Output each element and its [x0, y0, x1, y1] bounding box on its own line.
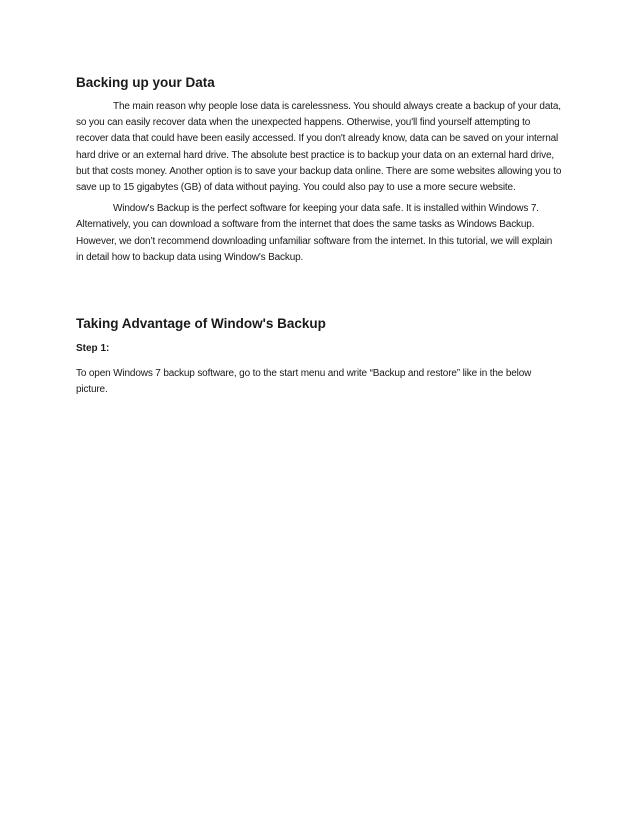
step-label: Step 1:	[76, 343, 110, 355]
paragraph-windows-backup: Window's Backup is the perfect software for keeping your data safe. It is installed within Windows 7. Alternatively, you can download a software from the internet that does the same tasks as Windows Backup. However, we don’t recommend downloading unfamiliar software from the internet. In this tutorial, we will explain in detail how to backup data using Window's Backup.	[76, 203, 553, 263]
section-heading-windows-backup: Taking Advantage of Window's Backup	[76, 316, 326, 332]
document-body	[76, 74, 562, 398]
section-heading-backing-up: Backing up your Data	[76, 75, 215, 90]
paragraph-step-1: To open Windows 7 backup software, go to the start menu and write “Backup and restore” like in the below picture.	[76, 368, 532, 396]
paragraph-backup-intro: The main reason why people lose data is carelessness. You should always create a backup of your data, so you can easily recover data when the unexpected happens. Otherwise, you'll find yourself attempting to recover data that could have been easily accessed. If you don't already know, data can be saved on your internal hard drive or an external hard drive. The absolute best practice is to backup your data on an external hard drive, but that costs money. Another option is to save your backup data online. There are some websites allowing you to save up to 15 gigabytes (GB) of data without paying. You could also pay to use a more secure website.	[76, 101, 562, 194]
